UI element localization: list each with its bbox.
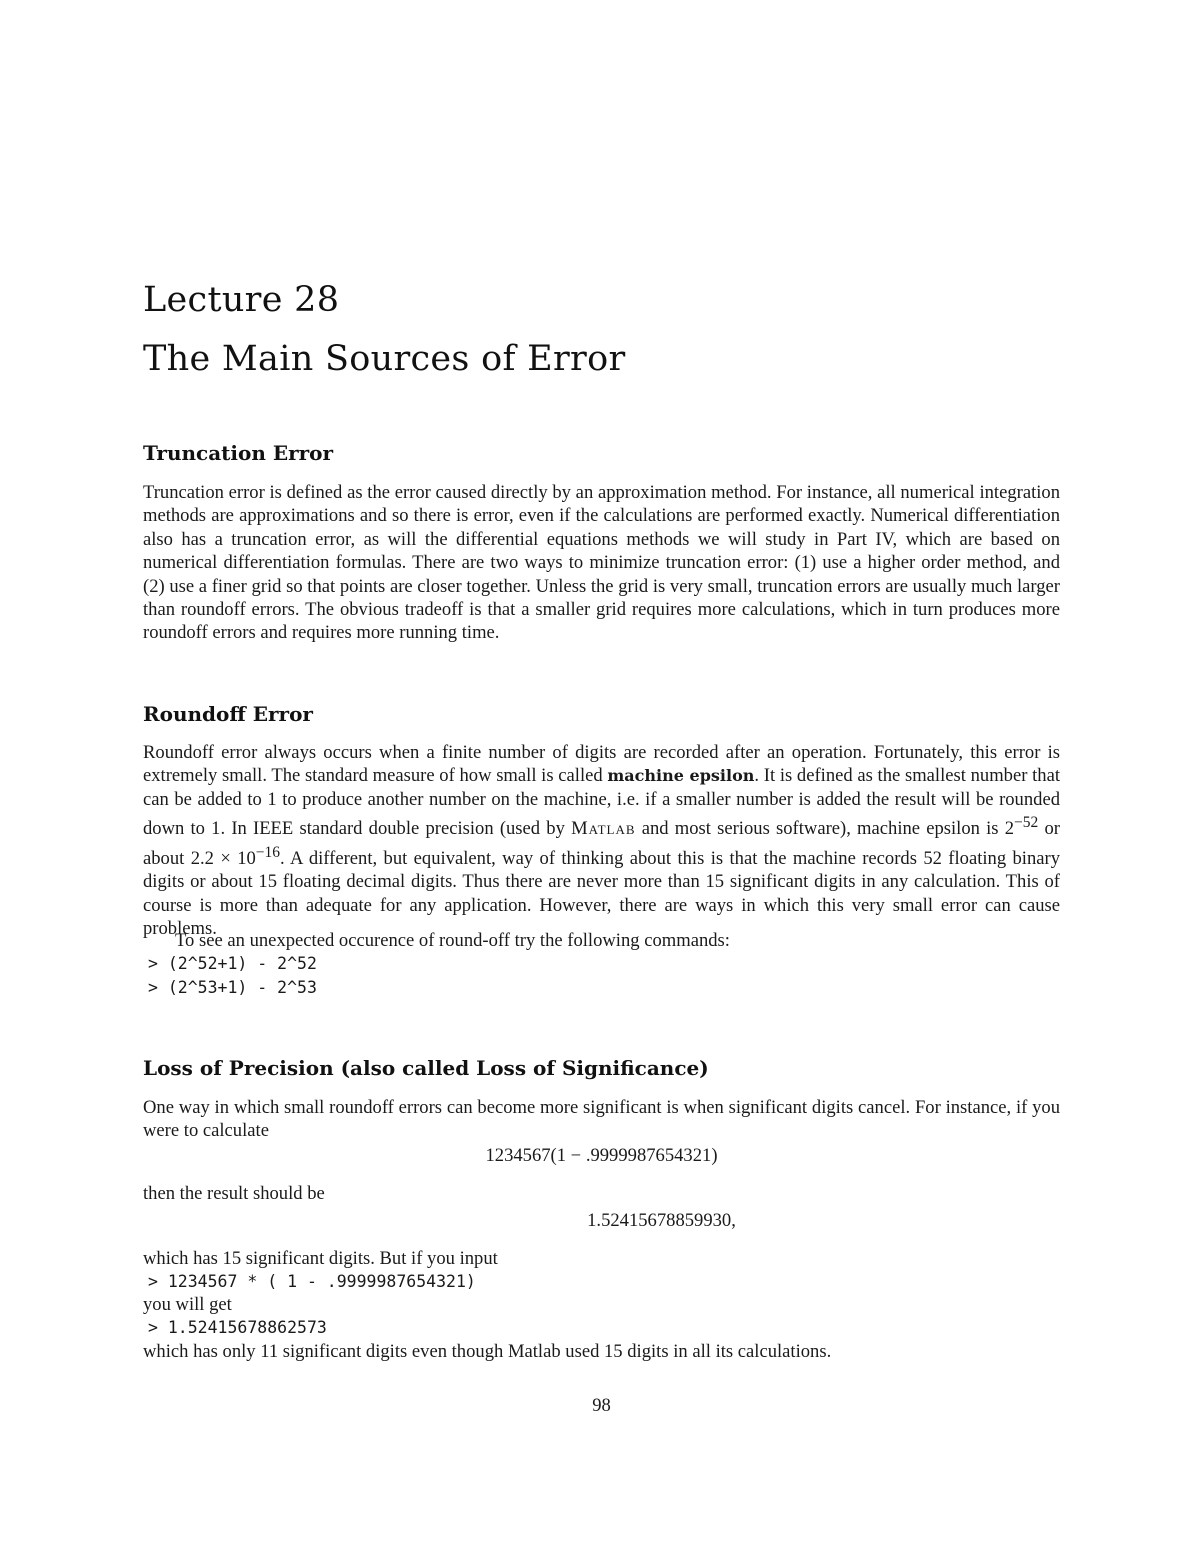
- roundoff-paragraph: Roundoff error always occurs when a finite number of digits are recorded after an operation. Fortunately, this error is extremely small. The standard measure of how small is called machine epsilon. It is defined as the smallest number that can be added to 1 to produce another number on the machine, i.e. if a smaller number is added the result will be rounded down to 1. In IEEE standard double precision (used by Matlab and most serious software), machine epsilon is $2^{-52}$ or about $2.2 \times 10^{-16}$. A different, but equivalent, way of thinking about this is that the machine records 52 floating binary digits or about 15 floating decimal digits. Thus there are never more than 15 significant digits in any calculation. This of course is more than adequate for any application. However, there are ways in which this very small error can cause problems.: [143, 742, 1061, 940]
- code-line-2-52: > (2^52+1) - 2^52: [148, 954, 317, 973]
- section-heading-roundoff: Roundoff Error: [143, 702, 313, 726]
- lecture-number: Lecture 28: [143, 280, 340, 320]
- code-line-output: > 1.52415678862573: [148, 1318, 327, 1337]
- matlab-name: Matlab: [571, 818, 636, 840]
- section-heading-truncation: Truncation Error: [143, 441, 334, 465]
- page-number: 98: [592, 1395, 611, 1416]
- precision-paragraph-2: then the result should be: [143, 1183, 325, 1204]
- precision-paragraph-3: which has 15 significant digits. But if you input: [143, 1248, 498, 1269]
- equation-expression: 1234567(1 − .9999987654321): [485, 1145, 718, 1166]
- code-line-2-53: > (2^53+1) - 2^53: [148, 978, 317, 997]
- section-heading-loss-of-precision: Loss of Precision (also called Loss of Significance): [143, 1056, 709, 1080]
- precision-paragraph-4: you will get: [143, 1294, 232, 1315]
- precision-paragraph-5: which has only 11 significant digits even though Matlab used 15 digits in all its calculations.: [143, 1341, 832, 1362]
- document-page: [143, 0, 1060, 1553]
- roundoff-commands-intro: To see an unexpected occurence of round-off try the following commands:: [175, 930, 730, 951]
- matlab-name: Matlab: [507, 1341, 561, 1362]
- truncation-paragraph: Truncation error is defined as the error caused directly by an approximation method. For instance, all numerical integration methods are approximations and so there is error, even if the calculations are performed exactly. Numerical differentiation also has a truncation error, as will the differential equations methods we will study in Part IV, which are based on numerical differentiation formulas. There are two ways to minimize truncation error: (1) use a higher order method, and (2) use a finer grid so that points are closer together. Unless the grid is very small, truncation errors are usually much larger than roundoff errors. The obvious tradeoff is that a smaller grid requires more calculations, which in turn produces more roundoff errors and requires more running time.: [143, 482, 1060, 644]
- equation-result: 1.52415678859930,: [587, 1210, 736, 1231]
- term-machine-epsilon: machine epsilon: [607, 766, 755, 786]
- precision-paragraph-1: One way in which small roundoff errors can become more significant is when significant digits cancel. For instance, if you were to calculate: [143, 1097, 1060, 1142]
- lecture-title: The Main Sources of Error: [143, 339, 626, 379]
- code-line-input: > 1234567 * ( 1 - .9999987654321): [148, 1272, 476, 1291]
